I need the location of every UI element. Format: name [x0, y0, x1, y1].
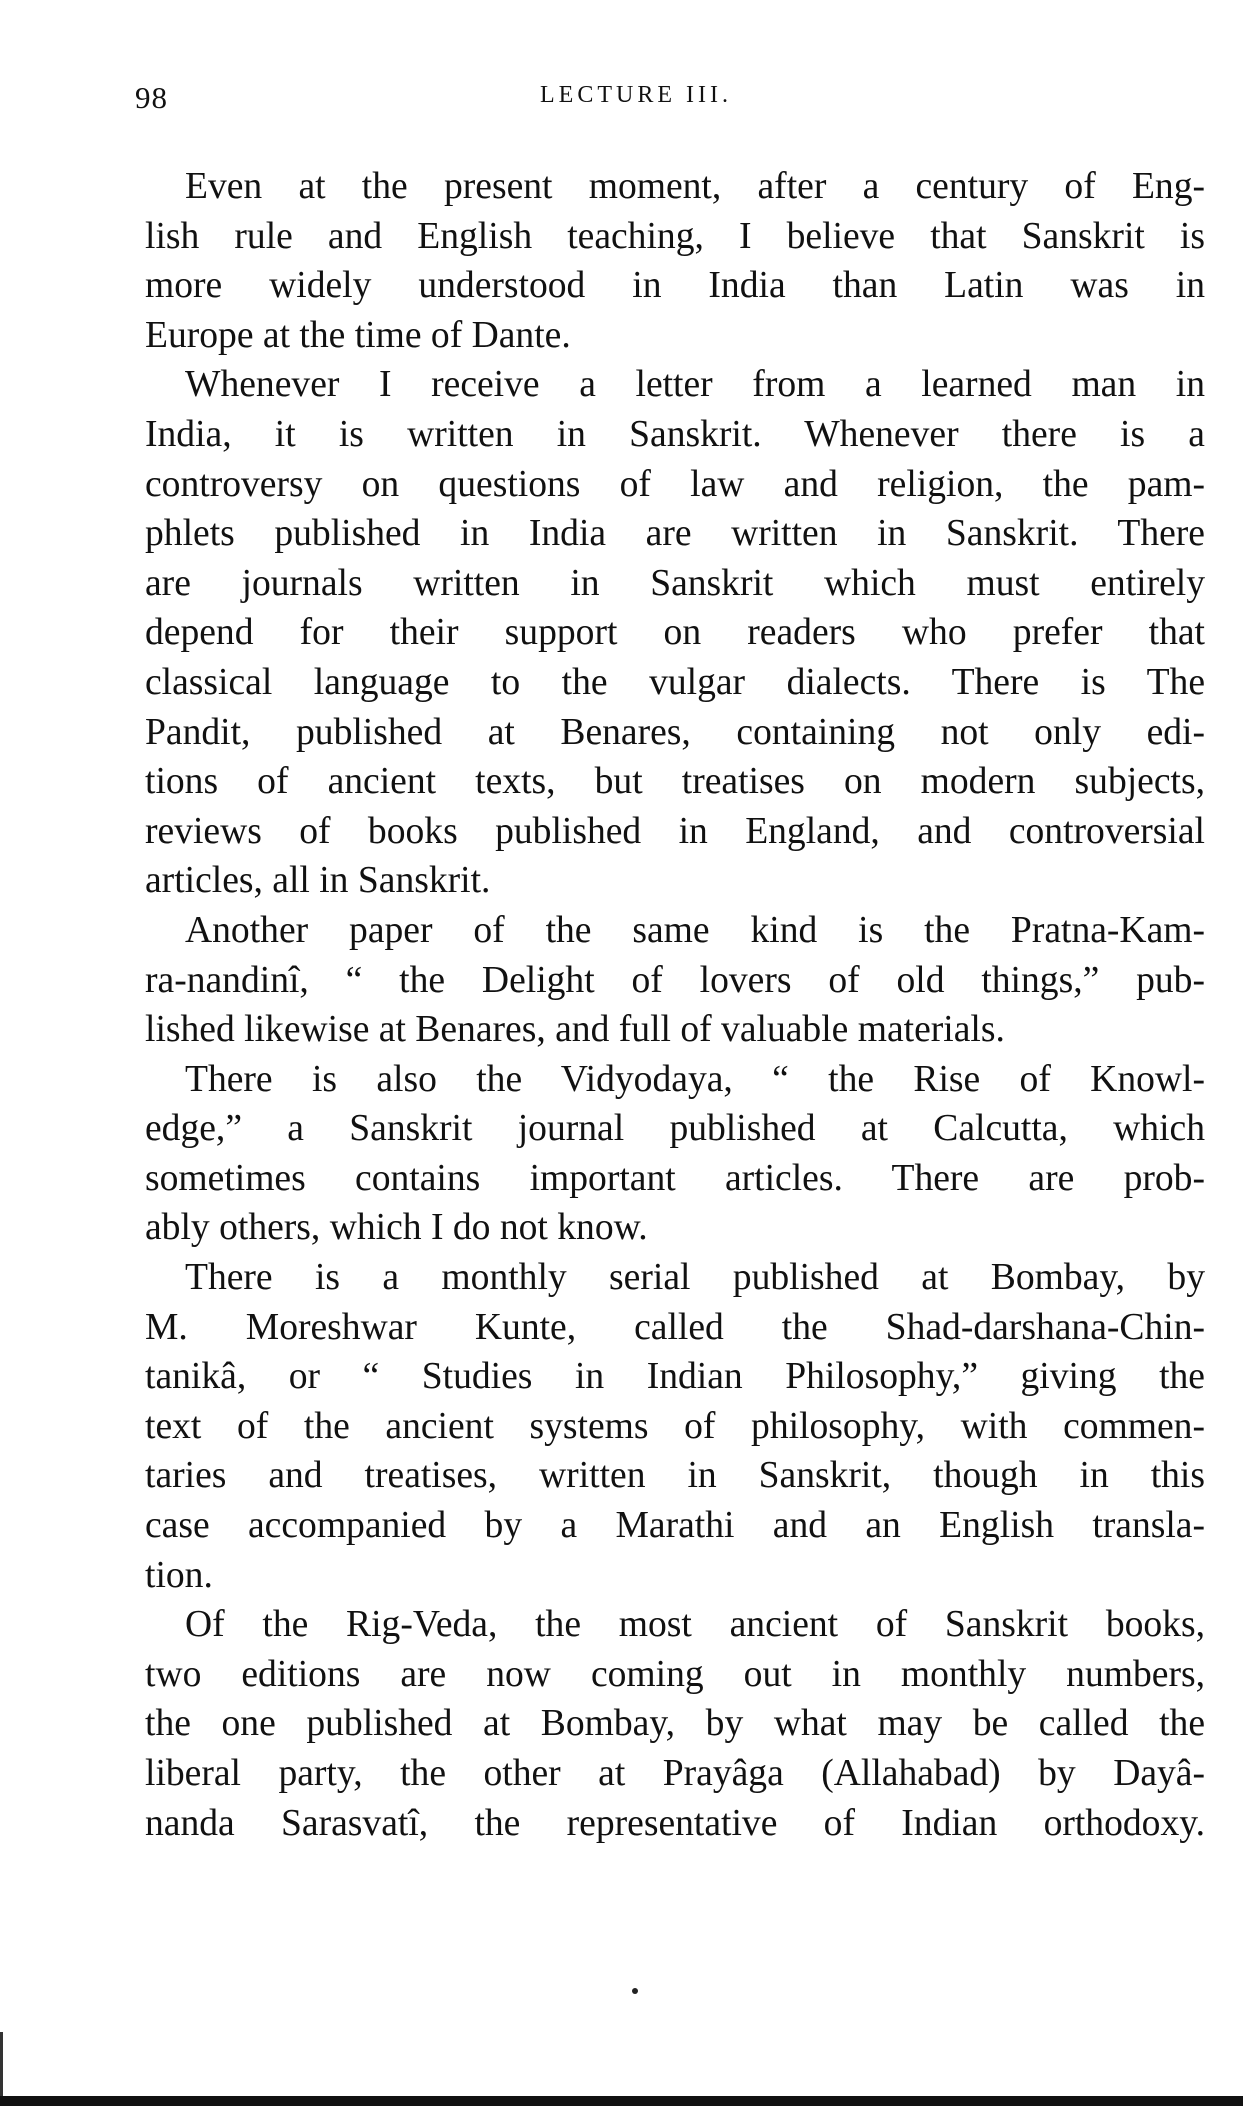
- text-line: Another paper of the same kind is the Pratna-Kam-: [185, 909, 1205, 951]
- text-line: case accompanied by a Marathi and an English transla-: [145, 1505, 1205, 1547]
- text-line: India, it is written in Sanskrit. Whenever there is a: [145, 413, 1205, 455]
- paragraph: [145, 1055, 1205, 1253]
- text-line: ably others, which I do not know.: [145, 1207, 648, 1249]
- page-number: 98: [135, 80, 168, 115]
- ink-dot: [632, 1988, 638, 1994]
- text-line: text of the ancient systems of philosophy, with commen-: [145, 1405, 1205, 1447]
- text-line: lish rule and English teaching, I believe that Sanskrit is: [145, 215, 1205, 257]
- text-line: lished likewise at Benares, and full of valuable materials.: [145, 1009, 1005, 1051]
- text-line: sometimes contains important articles. There are prob-: [145, 1157, 1205, 1199]
- text-line: tanikâ, or “ Studies in Indian Philosophy,” giving the: [145, 1356, 1205, 1398]
- text-line: phlets published in India are written in Sanskrit. There: [145, 513, 1205, 555]
- text-line: are journals written in Sanskrit which must entirely: [145, 562, 1205, 604]
- text-line: M. Moreshwar Kunte, called the Shad-darshana-Chin-: [145, 1306, 1205, 1348]
- text-line: liberal party, the other at Prayâga (Allahabad) by Dayâ-: [145, 1753, 1205, 1794]
- text-line: depend for their support on readers who prefer that: [145, 612, 1205, 654]
- text-line: Whenever I receive a letter from a learned man in: [185, 364, 1205, 406]
- paragraph: [145, 906, 1205, 1055]
- text-line: Europe at the time of Dante.: [145, 314, 571, 356]
- text-line: edge,” a Sanskrit journal published at Calcutta, which: [145, 1108, 1205, 1150]
- paragraph: [145, 162, 1205, 360]
- text-line: more widely understood in India than Latin was in: [145, 265, 1205, 307]
- paragraph: [145, 1253, 1205, 1600]
- text-line: Of the Rig-Veda, the most ancient of Sanskrit books,: [185, 1604, 1205, 1646]
- page-bottom-edge: [0, 2096, 1243, 2106]
- text-line: the one published at Bombay, by what may be called the: [145, 1703, 1205, 1745]
- text-line: tions of ancient texts, but treatises on modern subjects,: [145, 761, 1205, 803]
- paragraph: [145, 360, 1205, 906]
- text-line: tion.: [145, 1554, 213, 1596]
- text-line: There is also the Vidyodaya, “ the Rise of Knowl-: [185, 1058, 1205, 1100]
- text-line: Pandit, published at Benares, containing not only edi-: [145, 711, 1205, 753]
- text-line: There is a monthly serial published at Bombay, by: [185, 1257, 1205, 1299]
- text-line: controversy on questions of law and religion, the pam-: [145, 463, 1205, 505]
- text-line: nanda Sarasvatî, the representative of Indian orthodoxy.: [145, 1802, 1205, 1844]
- page-edge-mark: [0, 2032, 3, 2100]
- text-line: articles, all in Sanskrit.: [145, 860, 491, 902]
- running-head: LECTURE III.: [540, 82, 732, 108]
- text-line: two editions are now coming out in monthly numbers,: [145, 1653, 1205, 1695]
- text-line: classical language to the vulgar dialects. There is The: [145, 661, 1205, 703]
- paragraph: [145, 1600, 1205, 1848]
- text-line: ra-nandinî, “ the Delight of lovers of old things,” pub-: [145, 959, 1205, 1001]
- text-line: taries and treatises, written in Sanskrit, though in this: [145, 1455, 1205, 1497]
- text-line: Even at the present moment, after a century of Eng-: [185, 166, 1205, 207]
- body-text: [145, 162, 1205, 1848]
- text-line: reviews of books published in England, and controversial: [145, 810, 1205, 852]
